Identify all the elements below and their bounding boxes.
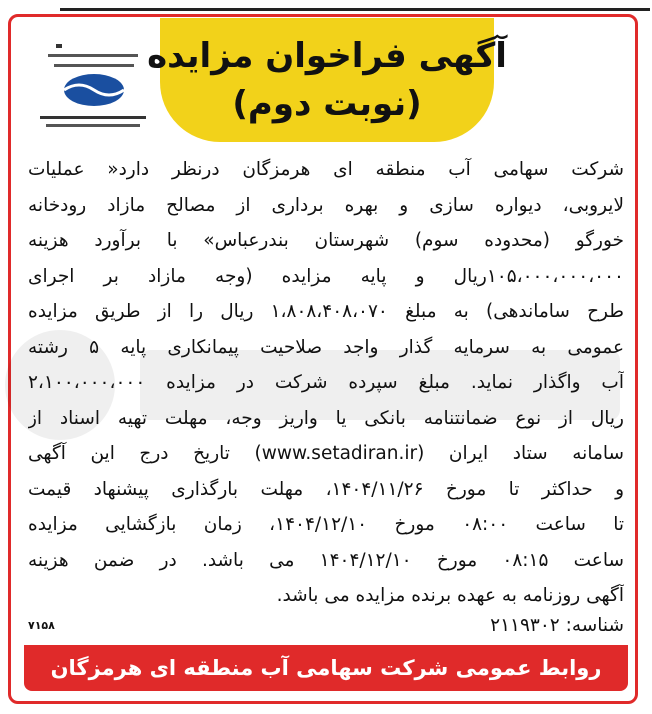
footer-text: روابط عمومی شرکت سهامی آب منطقه ای هرمزگان (50, 656, 602, 680)
water-company-logo-icon (34, 40, 152, 140)
body-line: آب واگذار نماید. مبلغ سپرده شرکت در مزایده ۲،۱۰۰،۰۰۰،۰۰۰ (28, 372, 624, 393)
body-line: تا ساعت ۰۸:۰۰ مورخ ۱۴۰۴/۱۲/۱۰، زمان بازگشایی مزایده (28, 514, 624, 535)
title-banner (147, 18, 507, 142)
body-line: ۱۰۵،۰۰۰،۰۰۰،۰۰۰ریال و پایه مزایده (وجه مازاد بر اجرای (28, 265, 624, 287)
ad-meta-row (28, 610, 624, 640)
body-line: ساعت ۰۸:۱۵ مورخ ۱۴۰۴/۱۲/۱۰ می باشد. در ضمن هزینه (28, 549, 624, 571)
body-line: خورگو (محدوده سوم) شهرستان بندرعباس» با برآورد هزینه (28, 230, 624, 251)
body-line: عمومی به سرمایه گذار واجد صلاحیت پیمانکاری پایه ۵ رشته (28, 336, 624, 358)
top-rule (60, 8, 650, 11)
body-line: آگهی روزنامه به عهده برنده مزایده می باشد. (276, 585, 624, 606)
body-line: ریال از نوع ضمانتنامه بانکی یا واریز وجه، مهلت تهیه اسناد از (28, 407, 624, 429)
ad-subtitle: (نوبت دوم) (232, 84, 422, 124)
body-line: شرکت سهامی آب منطقه ای هرمزگان درنظر دارد« عملیات (28, 159, 624, 180)
body-line: لایروبی، دیواره سازی و بهره برداری از مصالح مازاد رودخانه (28, 194, 624, 216)
body-line: و حداکثر تا مورخ ۱۴۰۴/۱۱/۲۶، مهلت بارگذاری پیشنهاد قیمت (28, 478, 624, 500)
ad-id: شناسه: ۲۱۱۹۳۰۲ (490, 614, 624, 636)
body-line: طرح ساماندهی) به مبلغ ۱،۸۰۸،۴۰۸،۰۷۰ ریال را از طریق مزایده (28, 301, 624, 322)
ad-body (28, 152, 624, 614)
footer-banner (24, 645, 628, 691)
ad-number: ۷۱۵۸ (28, 618, 55, 632)
body-line: سامانه ستاد ایران (www.setadiran.ir) تاریخ درج این آگهی (28, 443, 624, 464)
ad-title: آگهی فراخوان مزایده (147, 36, 507, 76)
